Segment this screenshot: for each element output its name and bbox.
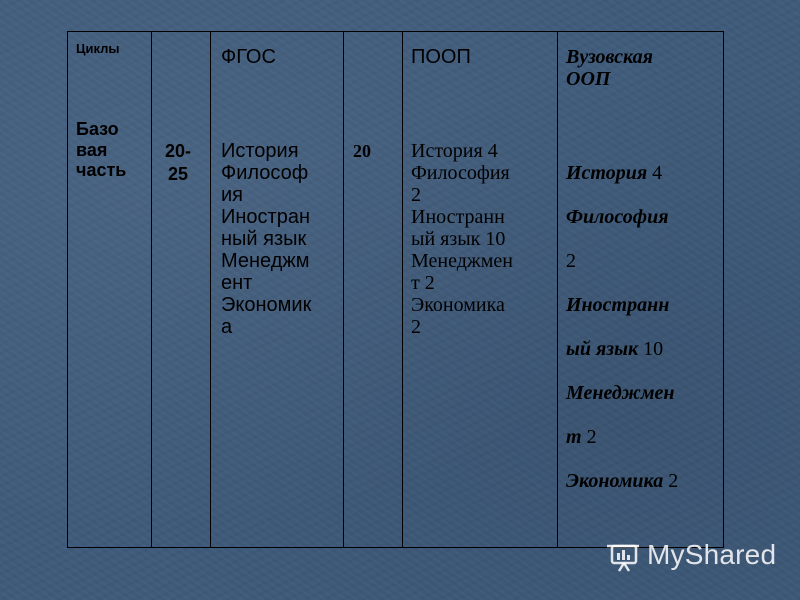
discipline-line: Менеджмен — [566, 382, 675, 404]
poop-cell — [403, 32, 558, 548]
fgos-header: ФГОС — [221, 46, 276, 68]
fgos-credits-cell — [152, 32, 211, 548]
poop-credits-cell — [344, 32, 403, 548]
cycles-header: Циклы — [76, 41, 120, 56]
discipline-line: Иностранн — [566, 294, 670, 316]
discipline-line: Философия — [566, 206, 669, 228]
fgos-cell — [211, 32, 344, 548]
university-oop-disciplines — [566, 140, 678, 514]
discipline-line: Экономика 2 — [566, 470, 679, 492]
university-oop-cell — [558, 32, 724, 548]
poop-header: ПООП — [411, 46, 471, 68]
fgos-disciplines: История Философ ия Иностран ный язык Менеджм ент Экономик а — [221, 140, 312, 338]
discipline-line: 2 — [566, 250, 576, 272]
fgos-credits-value: 20- 25 — [165, 141, 192, 184]
cycles-cell — [68, 32, 152, 548]
watermark-brand-text: MyShared — [647, 539, 777, 570]
discipline-line: т 2 — [566, 426, 597, 448]
discipline-line: ый язык 10 — [566, 338, 664, 360]
curriculum-table — [67, 31, 724, 548]
poop-disciplines: История 4 Философия 2 Иностранн ый язык 10 Менеджмен т 2 Экономика 2 — [411, 140, 513, 338]
university-oop-header: Вузовская ООП — [566, 46, 653, 90]
myshared-watermark — [605, 535, 785, 575]
discipline-line: История 4 — [566, 162, 663, 184]
base-part-label: Базо вая часть — [76, 119, 127, 181]
presentation-board-icon — [605, 537, 641, 573]
poop-credits-value: 20 — [353, 141, 371, 161]
